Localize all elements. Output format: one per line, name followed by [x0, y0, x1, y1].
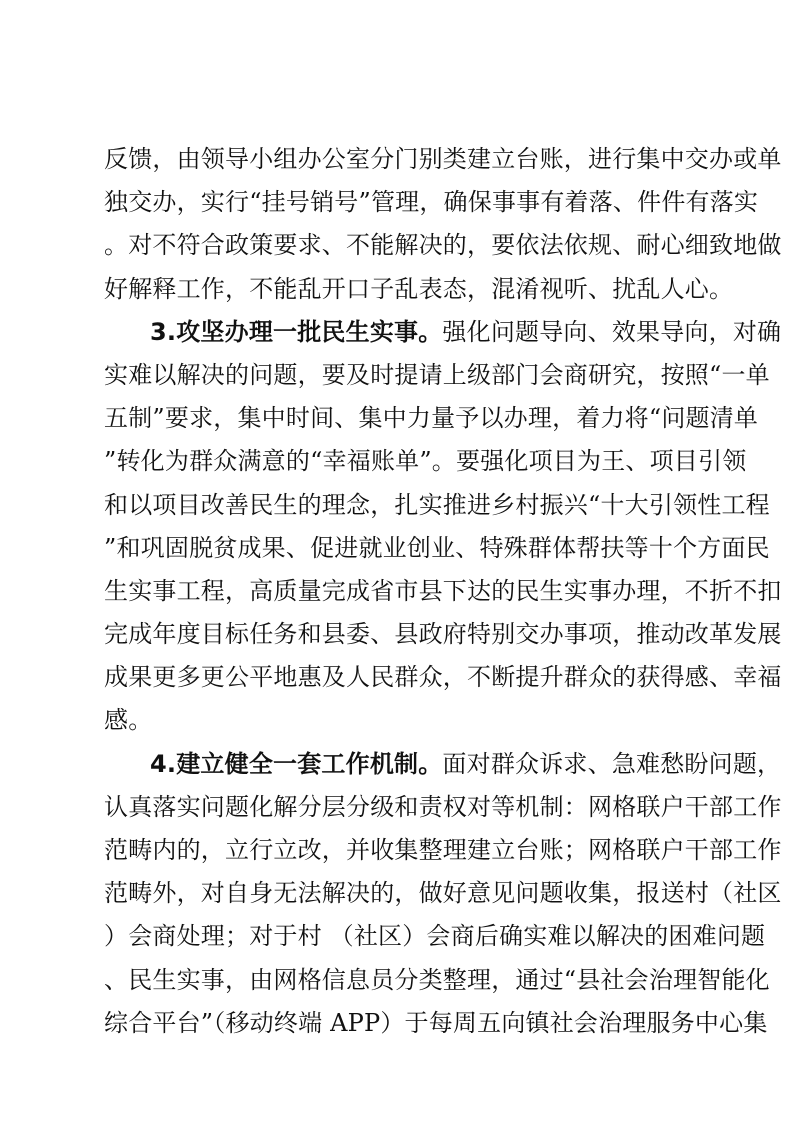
paragraph-first-line [104, 311, 782, 354]
text-line: 好解释工作，不能乱开口子乱表态，混淆视听、扰乱人心。 [104, 274, 734, 303]
text-line: 实难以解决的问题，要及时提请上级部门会商研究，按照“一单 [104, 360, 770, 389]
text-line: 反馈，由领导小组办公室分门别类建立台账，进行集中交办或单 [104, 145, 782, 173]
text-line: 感。 [104, 706, 153, 735]
text-line: ）会商处理；对于村 （社区）会商后确实难以解决的困难问题 [104, 922, 766, 951]
text-line: 生实事工程，高质量完成省市县下达的民生实事办理，不折不扣 [104, 576, 782, 605]
text-line: 五制”要求，集中时间、集中力量予以办理，着力将“问题清单 [104, 404, 759, 433]
text-line: 范畴外，对自身无法解决的，做好意见问题收集，报送村（社区 [104, 879, 782, 908]
section-heading: 4.建立健全一套工作机制。 [150, 749, 443, 778]
body-text [104, 138, 782, 1045]
text-line: ”转化为群众满意的“幸福账单”。要强化项目为王、项目引领 [104, 447, 747, 476]
section-heading: 3.攻坚办理一批民生实事。 [150, 317, 443, 346]
text-line: 和以项目改善民生的理念，扎实推进乡村振兴“十大引领性工程 [104, 490, 770, 519]
text-run: 面对群众诉求、急难愁盼问题， [442, 749, 782, 778]
text-line: 成果更多更公平地惠及人民群众，不断提升群众的获得感、幸福 [104, 663, 782, 692]
text-line: 综合平台”（移动终端 APP）于每周五向镇社会治理服务中心集 [104, 1008, 768, 1037]
text-line: 认真落实问题化解分层分级和责权对等机制：网格联户干部工作 [104, 792, 782, 821]
text-line: 、民生实事，由网格信息员分类整理，通过“县社会治理智能化 [104, 965, 770, 994]
text-run: 强化问题导向、效果导向，对确 [442, 317, 782, 346]
text-line: 独交办，实行“挂号销号”管理，确保事事有着落、件件有落实 [104, 188, 759, 217]
text-line: ”和巩固脱贫成果、促进就业创业、特殊群体帮扶等十个方面民 [104, 533, 770, 562]
text-line: 。对不符合政策要求、不能解决的，要依法依规、耐心细致地做 [104, 231, 782, 260]
text-line: 完成年度目标任务和县委、县政府特别交办事项，推动改革发展 [104, 620, 782, 649]
text-line: 范畴内的，立行立改，并收集整理建立台账；网格联户干部工作 [104, 836, 782, 864]
paragraph-first-line [104, 743, 782, 786]
